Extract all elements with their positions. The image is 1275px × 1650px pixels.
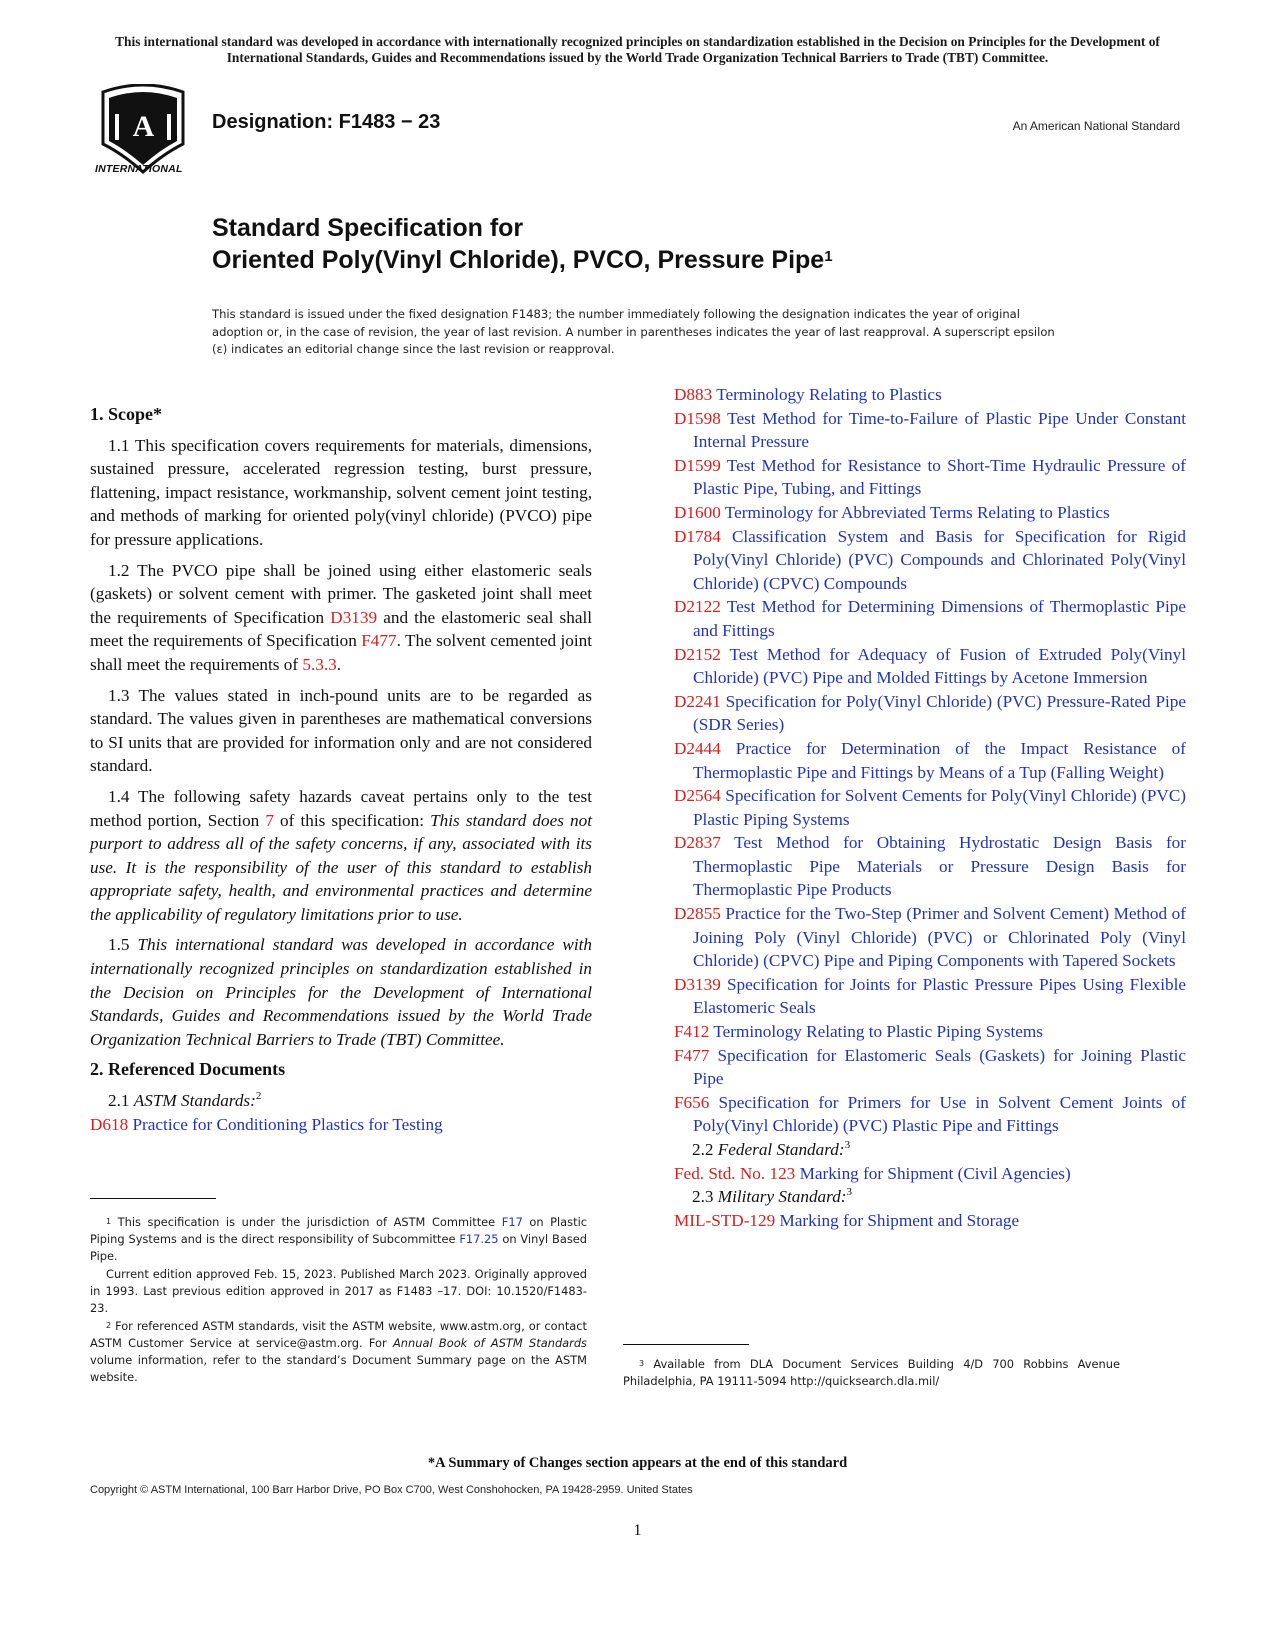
footnote-3-mark: 3 [639,1359,645,1368]
title-line-1: Standard Specification for [212,214,524,242]
reference-title[interactable]: Marking for Shipment (Civil Agencies) [799,1163,1071,1183]
designation: Designation: F1483 − 23 [212,111,441,133]
footnote-rule-left [90,1198,216,1199]
reference-code[interactable]: D883 [674,385,713,404]
footnote-3 [623,1356,1120,1390]
link-f477[interactable]: F477 [361,631,397,651]
svg-text:A: A [132,110,154,143]
para-1-5-number: 1.5 [108,935,138,955]
reference-d1784[interactable] [674,525,1186,596]
reference-f656[interactable] [674,1091,1186,1138]
footnote-1-edition: Current edition approved Feb. 15, 2023. Published March 2023. Originally approved in 1993. Last previous edition approved in 2017 as F1483 –17. DOI: 10.1520/F1483-23. [90,1267,587,1315]
reference-code[interactable]: F656 [674,1092,710,1112]
footnote-2 [90,1318,587,1386]
footnote-2-text-a: For referenced ASTM standards, visit the ASTM website, www.astm.org, or contact ASTM Customer Service at service@astm.org. For [90,1319,587,1350]
paragraph-1-1: 1.1 This specification covers requirements for materials, dimensions, sustained pressure, accelerated regression testing, burst pressure, flattening, impact resistance, workmanship, solvent cement joint testing, and methods of marking for oriented poly(vinyl chloride) (PVCO) pipe for pressure applications. [90,435,592,549]
reference-title[interactable]: Practice for the Two-Step (Primer and Solvent Cement) Method of Joining Poly (Vinyl Chloride) (PVC) or Chlorinated Poly (Vinyl Chloride) (CPVC) Pipe and Piping Components with Tapered Sockets [693,904,1187,971]
reference-code[interactable]: D1600 [674,502,721,522]
safety-caveat: This standard does not purport to address all of the safety concerns, if any, associated with its use. It is the responsibility of the user of this standard to establish appropriate safety, health, and environmental practices and determine the applicability of regulatory limitations prior to use. [90,810,592,924]
reference-code[interactable]: D2855 [674,904,721,924]
astm-standards-text: ASTM Standards: [133,1091,256,1111]
summary-of-changes-note: *A Summary of Changes section appears at the end of this standard [427,1455,848,1471]
reference-title[interactable]: Test Method for Adequacy of Fusion of Extruded Poly(Vinyl Chloride) (PVC) Pipe and Molded Fittings by Acetone Immersion [693,644,1186,688]
reference-mil-std-129[interactable] [674,1209,1186,1233]
referenced-documents-heading: 2. Referenced Documents [90,1059,286,1080]
astm-standards-number: 2.1 [108,1091,134,1111]
military-standard-text: Military Standard: [717,1187,847,1207]
reference-title[interactable]: Marking for Shipment and Storage [779,1210,1020,1230]
reference-code[interactable]: D1599 [674,455,721,475]
logo-caption: INTERNATIONAL [95,163,183,175]
left-column [90,403,592,1136]
reference-title[interactable]: Test Method for Obtaining Hydrostatic Design Basis for Thermoplastic Pipe Materials or Pressure Design Basis for Thermoplastic Pipe Products [693,833,1186,900]
issue-note: This standard is issued under the fixed designation F1483; the number immediately following the designation indicates the year of original adoption or, in the case of revision, the year of last revision. A number in parentheses indicates the year of last reapproval. A superscript epsilon (ε) indicates an editorial change since the last revision or reapproval. [212,307,1055,356]
footnote-2-text-b: volume information, refer to the standard’s Document Summary page on the ASTM website. [90,1353,587,1384]
footnote-2-mark: 2 [106,1321,112,1330]
reference-d2837[interactable] [674,831,1186,902]
reference-code[interactable]: D2564 [674,786,721,806]
reference-f477[interactable] [674,1044,1186,1091]
reference-d1598[interactable] [674,407,1186,454]
reference-title[interactable]: Test Method for Determining Dimensions of Thermoplastic Pipe and Fittings [693,597,1186,640]
federal-standard-number: 2.2 [692,1140,718,1159]
para-1-4-text-a: 1.4 The following safety hazards caveat pertains only to the test method portion, Section [90,786,592,830]
paragraph-1-5 [90,933,592,1051]
reference-d2564[interactable] [674,784,1186,831]
reference-d1600[interactable] [674,501,1186,525]
reference-code[interactable]: D3139 [674,974,721,994]
reference-code[interactable]: D2152 [674,644,721,664]
para-1-2-text-c: . The solvent cemented joint shall meet the requirements of [90,631,593,674]
reference-d883[interactable] [674,383,1186,407]
reference-code[interactable]: D618 [90,1114,129,1134]
footnote-3-text: Available from DLA Document Services Building 4/D 700 Robbins Avenue Philadelphia, PA 19111-5094 http://quicksearch.dla.mil/ [623,1357,1120,1388]
reference-code[interactable]: D2241 [674,691,721,711]
title-footnote-mark: 1 [824,248,833,265]
footnote-1-text-c: on Vinyl Based Pipe. [90,1232,587,1263]
footnotes-left [90,1214,587,1387]
page-number: 1 [633,1522,642,1539]
link-d3139[interactable]: D3139 [330,607,378,627]
military-standard-footnote-mark: 3 [846,1186,853,1199]
link-section-7[interactable]: 7 [265,810,274,830]
reference-title[interactable]: Specification for Joints for Plastic Pressure Pipes Using Flexible Elastomeric Seals [693,974,1186,1018]
astm-standards-label [90,1089,592,1113]
reference-title[interactable]: Terminology Relating to Plastics [716,385,942,404]
reference-d618[interactable] [90,1113,592,1137]
astm-reference-list [674,383,1186,1138]
scope-heading: 1. Scope* [90,404,162,424]
footnote-1-text-b: on Plastic Piping Systems and is the direct responsibility of Subcommittee [90,1215,587,1246]
reference-d2241[interactable] [674,690,1186,737]
reference-title[interactable]: Terminology for Abbreviated Terms Relating to Plastics [724,502,1110,522]
reference-title[interactable]: Test Method for Time-to-Failure of Plastic Pipe Under Constant Internal Pressure [693,408,1186,452]
paragraph-1-3: 1.3 The values stated in inch-pound units are to be regarded as standard. The values given in parentheses are mathematical conversions to SI units that are provided for information only and are not considered standard. [90,685,592,776]
reference-code[interactable]: D2444 [674,738,721,758]
reference-code[interactable]: D1598 [674,408,721,428]
reference-d1599[interactable] [674,454,1186,501]
reference-title[interactable]: Terminology Relating to Plastic Piping Systems [713,1022,1043,1042]
national-standard-label: An American National Standard [1012,119,1180,133]
military-standard-number: 2.3 [692,1187,718,1207]
reference-title[interactable]: Specification for Elastomeric Seals (Gaskets) for Joining Plastic Pipe [693,1045,1187,1089]
reference-title[interactable]: Practice for Determination of the Impact Resistance of Thermoplastic Pipe and Fittings by Means of a Tup (Falling Weight) [693,738,1187,782]
reference-fed-std-123[interactable] [674,1162,1186,1186]
reference-title[interactable]: Test Method for Resistance to Short-Time Hydraulic Pressure of Plastic Pipe, Tubing, and Fittings [693,455,1186,499]
link-section-5-3-3[interactable]: 5.3.3 [302,654,337,674]
reference-code[interactable]: D2122 [674,597,721,617]
reference-title[interactable]: Specification for Solvent Cements for Poly(Vinyl Chloride) (PVC) Plastic Piping Systems [693,786,1187,829]
reference-code[interactable]: MIL-STD-129 [674,1210,776,1230]
reference-title[interactable]: Practice for Conditioning Plastics for Testing [132,1114,443,1134]
footnotes-right [623,1356,1120,1391]
title-line-2-text: Oriented Poly(Vinyl Chloride), PVCO, Pressure Pipe [212,246,825,274]
reference-d2855[interactable] [674,902,1186,973]
link-f17[interactable]: F17 [501,1215,523,1229]
paragraph-1-2 [90,559,592,677]
reference-d2444[interactable] [674,737,1186,784]
para-1-2-text-d: . [336,654,342,674]
footnote-1-text-a: This specification is under the jurisdiction of ASTM Committee [111,1215,502,1229]
reference-code[interactable]: D1784 [674,526,721,546]
reference-code[interactable]: Fed. Std. No. 123 [674,1163,796,1183]
reference-title[interactable]: Classification System and Basis for Specification for Rigid Poly(Vinyl Chloride) (PVC) Compounds and Chlorinated Poly(Vinyl Chloride) (CPVC) Compounds [693,526,1187,593]
right-column [674,383,1186,1232]
reference-title[interactable]: Specification for Poly(Vinyl Chloride) (PVC) Pressure-Rated Pipe (SDR Series) [693,691,1186,735]
paragraph-1-4 [90,785,592,927]
astm-standards-footnote-mark: 2 [255,1090,262,1103]
footnote-1 [90,1214,587,1265]
federal-standard-label [674,1138,1186,1162]
reference-code[interactable]: F477 [674,1045,710,1065]
reference-code[interactable]: F412 [674,1022,710,1042]
reference-code[interactable]: D2837 [674,833,721,853]
footnote-rule-right [623,1344,749,1345]
reference-title[interactable]: Specification for Primers for Use in Solvent Cement Joints of Poly(Vinyl Chloride) (PVC) Plastic Pipe and Fittings [693,1092,1187,1136]
title-line-2 [212,244,833,276]
military-standard-label [674,1185,1186,1209]
para-1-4-text-b: of this specification: [273,810,431,830]
top-notice: This international standard was developed in accordance with internationally recognized principles on standardization established in the Decision on Principles for the Development of International Standards, Guides and Recommendations issued by the World Trade Organization Technical Barriers to Trade (TBT) Committee. [115,34,1160,65]
footnote-2-book-title: Annual Book of ASTM Standards [393,1336,587,1350]
federal-standard-footnote-mark: 3 [844,1139,851,1151]
reference-f412[interactable] [674,1020,1186,1044]
document-title [212,212,833,276]
link-f17-25[interactable]: F17.25 [459,1232,499,1246]
copyright: Copyright © ASTM International, 100 Barr Harbor Drive, PO Box C700, West Conshohocken, PA 19428-2959. United States [90,1484,693,1496]
federal-standard-text: Federal Standard: [717,1140,845,1159]
reference-d2122[interactable] [674,595,1186,642]
para-1-2-text-a: 1.2 The PVCO pipe shall be joined using either elastomeric seals (gaskets) or solvent cement with primer. The gasketed joint shall meet the requirements of Specification [90,560,592,627]
reference-d3139[interactable] [674,973,1186,1020]
reference-d2152[interactable] [674,643,1186,690]
footnote-1-mark: 1 [106,1217,112,1226]
para-1-5-text: This international standard was developed in accordance with internationally recognized principles on standardization established in the Decision on Principles for the Development of International Standards, Guides and Recommendations issued by the World Trade Organization Technical Barriers to Trade (TBT) Committee. [90,935,592,1049]
para-1-2-text-b: and the elastomeric seal shall meet the requirements of Specification [90,607,592,651]
